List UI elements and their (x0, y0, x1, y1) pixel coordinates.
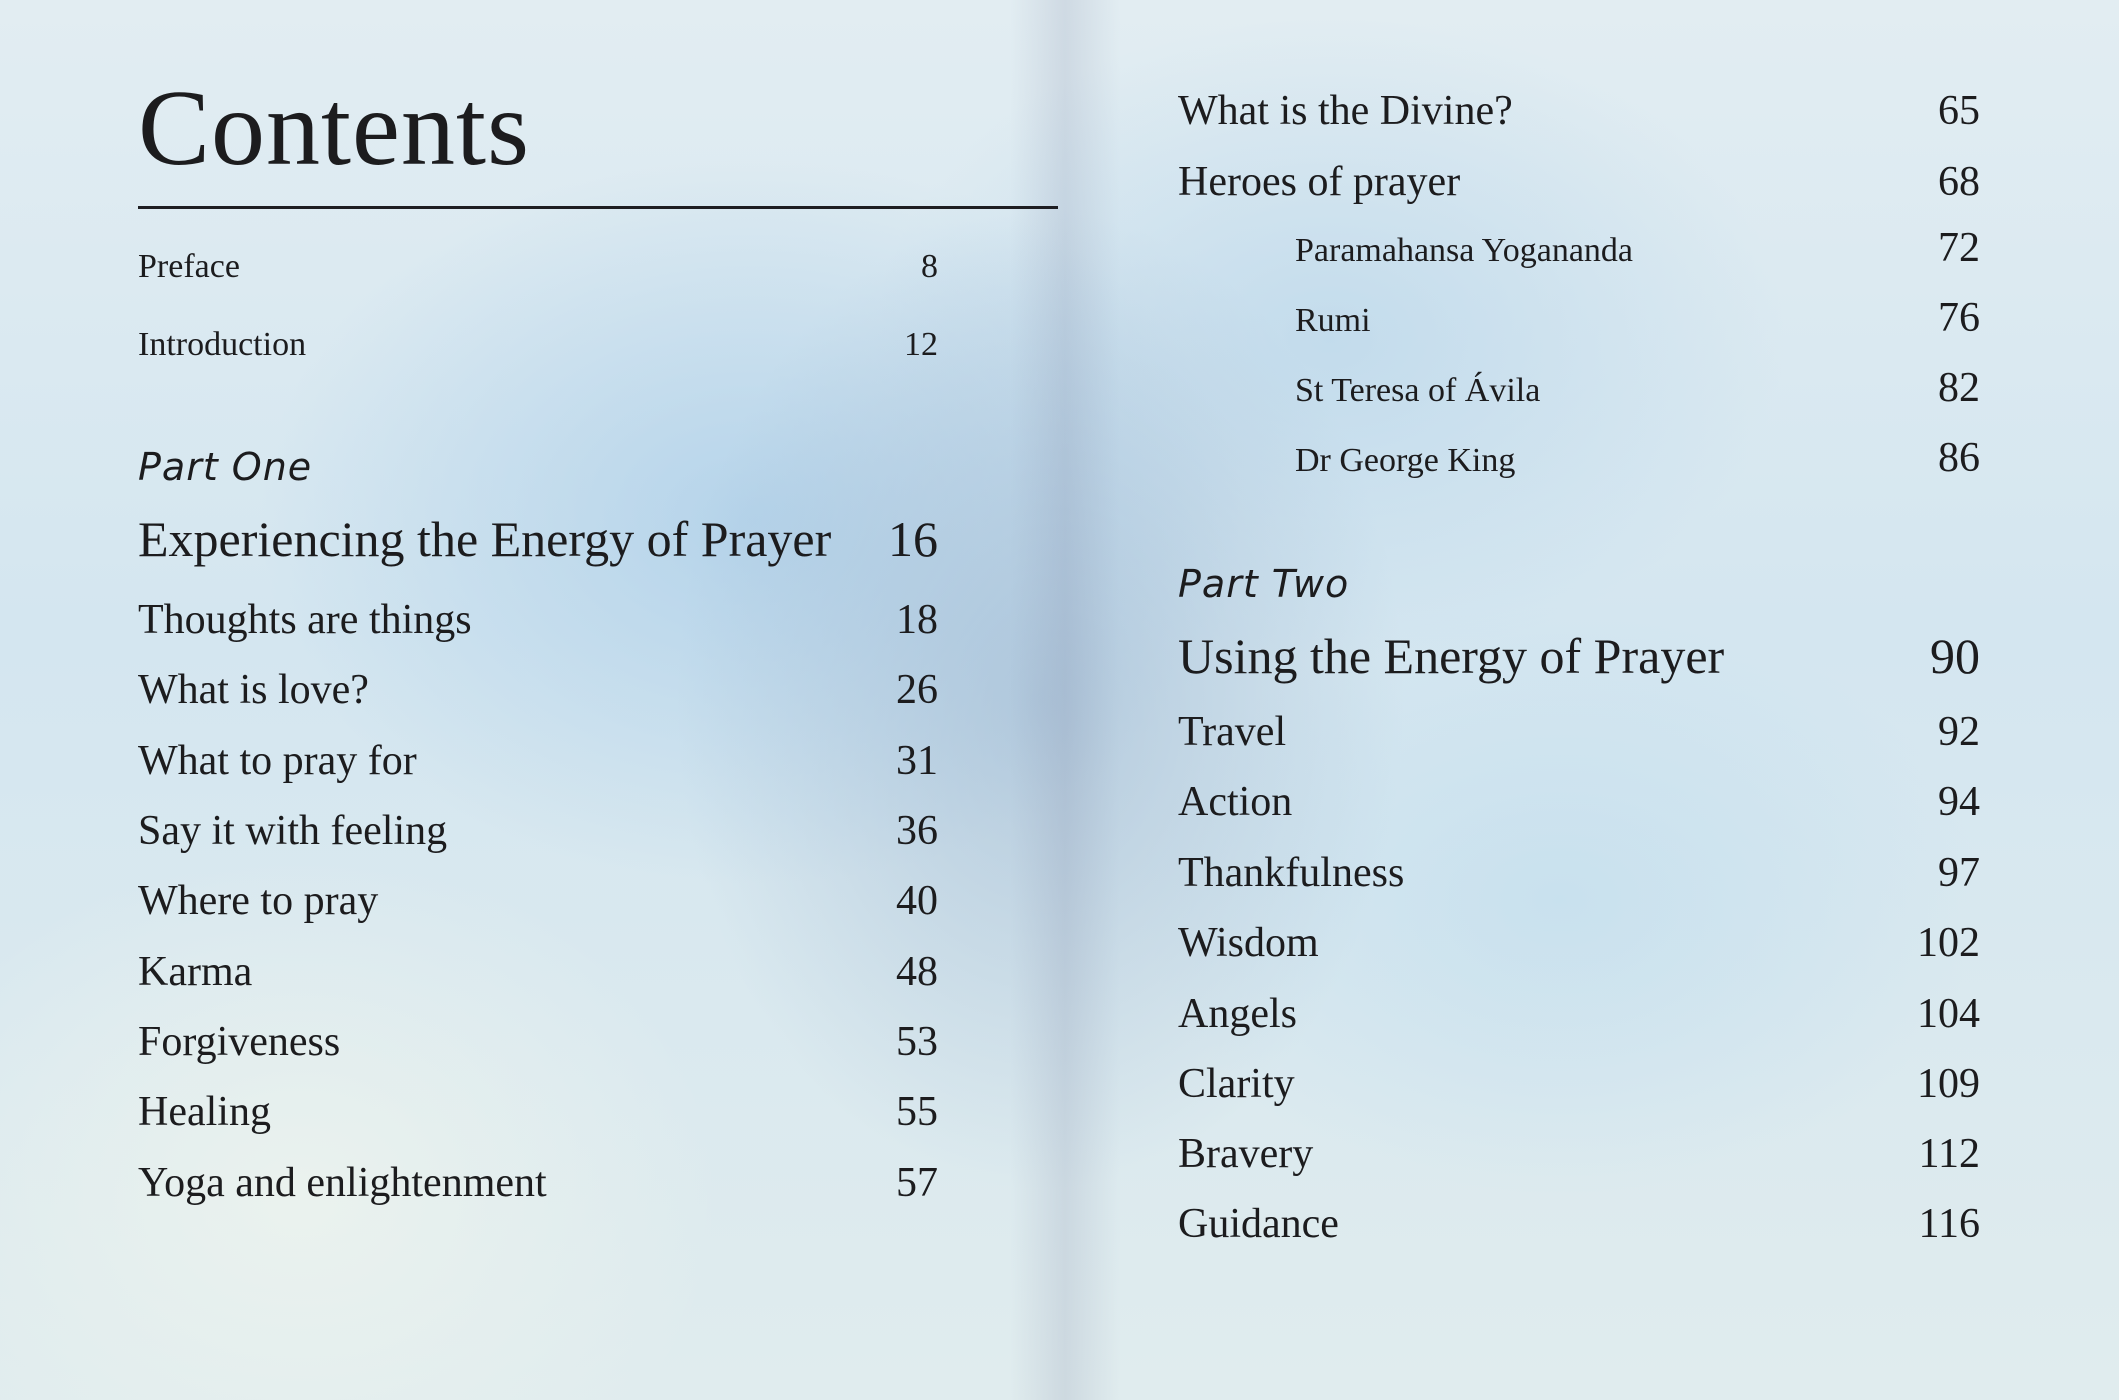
toc-entry-label: Wisdom (1178, 920, 1319, 966)
toc-entry-label: Thoughts are things (138, 597, 472, 643)
toc-entry-page: 112 (1918, 1131, 1980, 1177)
toc-subentry[interactable] (1295, 364, 1980, 412)
toc-entry-page: 82 (1938, 365, 1980, 411)
toc-entry[interactable] (1178, 778, 1980, 826)
toc-entry-page: 65 (1938, 88, 1980, 134)
toc-entry-page: 18 (896, 597, 938, 643)
toc-entry-page: 55 (896, 1089, 938, 1135)
toc-entry[interactable] (1178, 87, 1980, 135)
toc-entry[interactable] (1178, 158, 1980, 206)
toc-subentry[interactable] (1295, 294, 1980, 342)
toc-entry-page: 48 (896, 949, 938, 995)
toc-entry-label: Preface (138, 248, 240, 285)
toc-entry-page: 8 (921, 248, 938, 285)
toc-entry-label: Clarity (1178, 1061, 1295, 1107)
toc-entry-label: Rumi (1295, 302, 1371, 339)
toc-entry-page: 102 (1917, 920, 1980, 966)
toc-subentry[interactable] (1295, 224, 1980, 272)
toc-entry[interactable] (138, 1018, 938, 1066)
toc-entry-label: Bravery (1178, 1131, 1314, 1177)
toc-entry[interactable] (1178, 990, 1980, 1038)
toc-entry-page: 86 (1938, 435, 1980, 481)
toc-entry-page: 97 (1938, 850, 1980, 896)
toc-subentry[interactable] (1295, 434, 1980, 482)
toc-entry-label: Karma (138, 949, 253, 995)
toc-entry-page: 12 (904, 326, 938, 363)
toc-entry-label: St Teresa of Ávila (1295, 372, 1541, 409)
toc-entry-label: Angels (1178, 991, 1297, 1037)
toc-entry[interactable] (1178, 708, 1980, 756)
toc-heading-page: 90 (1930, 628, 1980, 684)
toc-entry-label: Dr George King (1295, 442, 1516, 479)
part-one-heading[interactable] (138, 510, 938, 568)
toc-entry[interactable] (138, 807, 938, 855)
toc-entry-label: Forgiveness (138, 1019, 341, 1065)
toc-entry[interactable] (138, 1088, 938, 1136)
toc-entry[interactable] (138, 1159, 938, 1207)
toc-entry[interactable] (1178, 849, 1980, 897)
toc-entry-page: 68 (1938, 159, 1980, 205)
part-two-label: Part Two (1178, 562, 1350, 606)
toc-entry-preface[interactable] (138, 248, 938, 286)
toc-entry-label: Thankfulness (1178, 850, 1405, 896)
toc-entry-page: 92 (1938, 709, 1980, 755)
toc-entry-page: 26 (896, 667, 938, 713)
toc-heading-label: Experiencing the Energy of Prayer (138, 511, 832, 567)
toc-entry-label: What is the Divine? (1178, 88, 1513, 134)
toc-entry-label: Heroes of prayer (1178, 159, 1461, 205)
toc-entry-label: Where to pray (138, 878, 379, 924)
toc-entry[interactable] (1178, 1200, 1980, 1248)
toc-entry[interactable] (138, 737, 938, 785)
toc-entry-page: 109 (1917, 1061, 1980, 1107)
toc-heading-page: 16 (888, 511, 938, 567)
part-two-heading[interactable] (1178, 627, 1980, 685)
toc-entry[interactable] (1178, 1060, 1980, 1108)
toc-entry[interactable] (138, 948, 938, 996)
toc-entry-label: Paramahansa Yogananda (1295, 232, 1634, 269)
toc-entry-label: Yoga and enlightenment (138, 1160, 547, 1206)
book-gutter (1010, 0, 1120, 1400)
toc-entry-page: 53 (896, 1019, 938, 1065)
toc-entry-label: What to pray for (138, 738, 417, 784)
toc-entry-page: 57 (896, 1160, 938, 1206)
part-one-label: Part One (138, 445, 313, 489)
toc-entry[interactable] (138, 877, 938, 925)
toc-entry-page: 36 (896, 808, 938, 854)
toc-entry-label: What is love? (138, 667, 369, 713)
toc-entry-label: Say it with feeling (138, 808, 448, 854)
toc-entry-page: 94 (1938, 779, 1980, 825)
toc-entry-page: 116 (1918, 1201, 1980, 1247)
toc-heading-label: Using the Energy of Prayer (1178, 628, 1725, 684)
page-title: Contents (138, 69, 531, 188)
toc-entry-page: 76 (1938, 295, 1980, 341)
toc-entry-page: 40 (896, 878, 938, 924)
toc-entry[interactable] (1178, 1130, 1980, 1178)
toc-entry[interactable] (138, 666, 938, 714)
toc-entry[interactable] (1178, 919, 1980, 967)
toc-entry-label: Guidance (1178, 1201, 1339, 1247)
title-rule (138, 206, 1058, 209)
toc-entry[interactable] (138, 596, 938, 644)
toc-entry-label: Travel (1178, 709, 1287, 755)
toc-entry-label: Healing (138, 1089, 271, 1135)
toc-entry-page: 104 (1917, 991, 1980, 1037)
toc-entry-label: Introduction (138, 326, 307, 363)
toc-entry-introduction[interactable] (138, 326, 938, 364)
toc-entry-page: 31 (896, 738, 938, 784)
toc-entry-page: 72 (1938, 225, 1980, 271)
toc-entry-label: Action (1178, 779, 1293, 825)
